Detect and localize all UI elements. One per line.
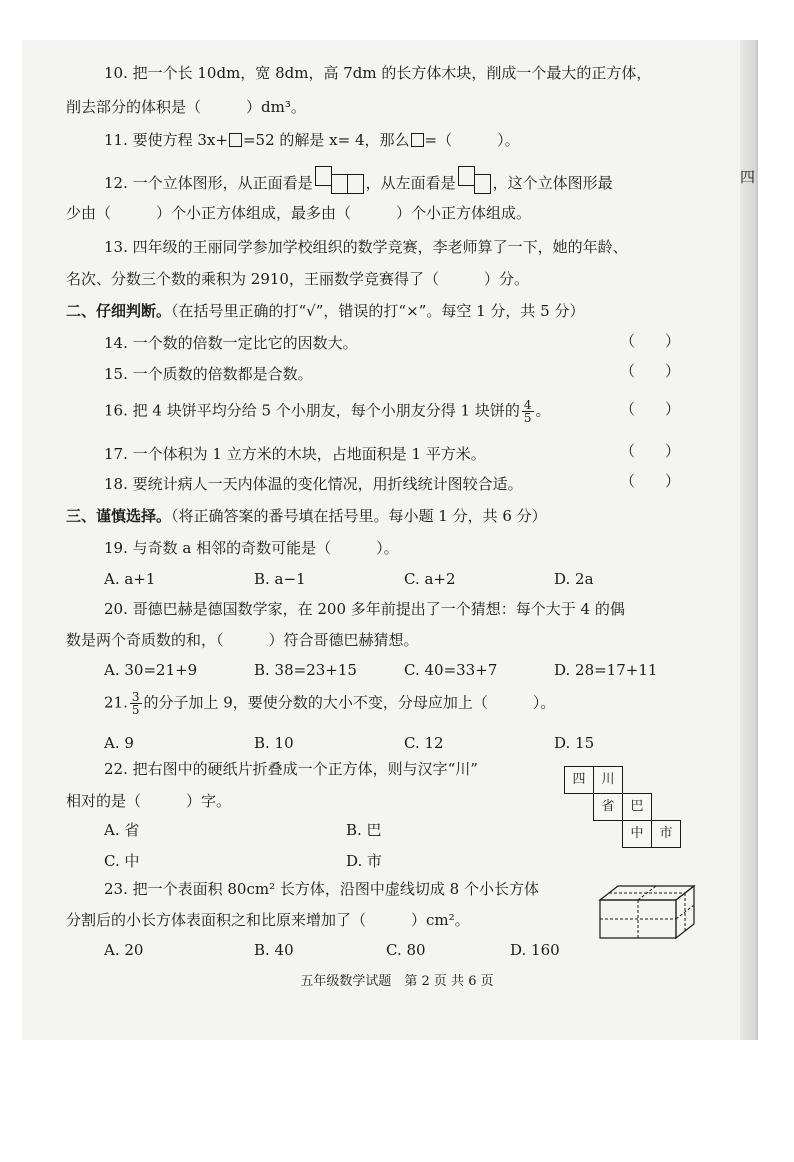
q20-option-d[interactable]: D. 28=17+11 [554, 661, 658, 679]
q15-text: 15. 一个质数的倍数都是合数。 [104, 365, 313, 383]
q21-option-c[interactable]: C. 12 [404, 734, 444, 752]
q14-text: 14. 一个数的倍数一定比它的因数大。 [104, 334, 358, 352]
page-fold-shadow [740, 40, 756, 1040]
q23-option-b[interactable]: B. 40 [254, 941, 294, 959]
net-cell-4: 巴 [622, 793, 652, 821]
q16-pre: 16. 把 4 块饼平均分给 5 个小朋友，每个小朋友分得 1 块饼的 [104, 401, 520, 420]
section2-title: 二、仔细判断。 [66, 302, 172, 320]
q22-option-c[interactable]: C. 中 [104, 852, 140, 870]
q16-post: 。 [535, 401, 551, 420]
q15-answer-paren[interactable]: （ ） [620, 362, 681, 380]
left-view-icon [458, 166, 491, 200]
net-cell-2: 川 [593, 766, 623, 794]
q16-line [104, 399, 551, 424]
q23-line2: 分割后的小长方体表面积之和比原来增加了（ ）cm²。 [66, 911, 470, 929]
q20-option-c[interactable]: C. 40=33+7 [404, 661, 498, 679]
q23-option-d[interactable]: D. 160 [510, 941, 560, 959]
blank-square-icon [229, 133, 242, 147]
q22-line2: 相对的是（ ）字。 [66, 792, 232, 810]
q19-text: 19. 与奇数 a 相邻的奇数可能是（ ）。 [104, 539, 399, 557]
section3-heading [66, 505, 547, 527]
fraction-3-5: $\frac{3}{5}$ [131, 690, 140, 717]
q20-option-b[interactable]: B. 38=23+15 [254, 661, 357, 679]
q18-text: 18. 要统计病人一天内体温的变化情况，用折线统计图较合适。 [104, 475, 523, 493]
cuboid-diagram [598, 884, 698, 940]
section3-note: （将正确答案的番号填在括号里。每小题 1 分，共 6 分） [171, 507, 547, 525]
section3-title: 三、谨慎选择。 [66, 507, 172, 525]
cube-net-diagram [564, 766, 686, 850]
q17-text: 17. 一个体积为 1 立方米的木块，占地面积是 1 平方米。 [104, 445, 486, 463]
q12-part2: ，从左面看是 [365, 174, 456, 192]
net-cell-1: 四 [564, 766, 594, 794]
section2-heading [66, 300, 584, 322]
q23-option-c[interactable]: C. 80 [386, 941, 426, 959]
q11-post: =52 的解是 x= 4，那么 [242, 131, 410, 149]
q22-option-d[interactable]: D. 市 [346, 852, 383, 870]
blank-square-icon [411, 133, 424, 147]
net-cell-3: 省 [593, 793, 623, 821]
q19-option-c[interactable]: C. a+2 [404, 570, 456, 588]
section2-note: （在括号里正确的打“√”，错误的打“×”。每空 1 分，共 5 分） [171, 302, 585, 320]
q21-option-a[interactable]: A. 9 [104, 734, 134, 752]
q21-option-d[interactable]: D. 15 [554, 734, 595, 752]
q21-line [104, 691, 555, 716]
q20-line2: 数是两个奇质数的和，（ ）符合哥德巴赫猜想。 [66, 631, 419, 649]
q12-part3: ，这个立体图形最 [492, 174, 613, 192]
q16-answer-paren[interactable]: （ ） [620, 400, 681, 418]
q11-line [104, 129, 520, 151]
side-fragment-char: 四 [740, 168, 756, 186]
q11-pre: 11. 要使方程 3x+ [104, 131, 228, 149]
q13-line2: 名次、分数三个数的乘积为 2910，王丽数学竞赛得了（ ）分。 [66, 270, 529, 288]
front-view-icon [315, 166, 364, 200]
fraction-4-5: $\frac{4}{5}$ [523, 398, 532, 425]
page-footer: 五年级数学试题 第 2 页 共 6 页 [300, 974, 494, 989]
q13-line1: 13. 四年级的王丽同学参加学校组织的数学竞赛，李老师算了一下，她的年龄、 [104, 238, 628, 256]
net-cell-5: 中 [622, 820, 652, 848]
q22-line1: 22. 把右图中的硬纸片折叠成一个正方体，则与汉字“川” [104, 760, 478, 778]
q23-option-a[interactable]: A. 20 [104, 941, 144, 959]
q23-line1: 23. 把一个表面积 80cm² 长方体，沿图中虚线切成 8 个小长方体 [104, 880, 539, 898]
q11-end: =（ ）。 [424, 131, 520, 149]
q22-option-b[interactable]: B. 巴 [346, 821, 382, 839]
q20-option-a[interactable]: A. 30=21+9 [104, 661, 198, 679]
q12-line2: 少由（ ）个小正方体组成，最多由（ ）个小正方体组成。 [66, 204, 532, 222]
q10-line2: 削去部分的体积是（ ）dm³。 [66, 98, 306, 116]
q19-option-d[interactable]: D. 2a [554, 570, 594, 588]
q12-part1: 12. 一个立体图形，从正面看是 [104, 174, 313, 192]
net-cell-6: 市 [651, 820, 681, 848]
q14-answer-paren[interactable]: （ ） [620, 332, 681, 350]
q17-answer-paren[interactable]: （ ） [620, 442, 681, 460]
q22-option-a[interactable]: A. 省 [104, 821, 140, 839]
q21-option-b[interactable]: B. 10 [254, 734, 294, 752]
q10-line1: 10. 把一个长 10dm，宽 8dm，高 7dm 的长方体木块，削成一个最大的正方体， [104, 64, 652, 82]
q21-post: 的分子加上 9，要使分数的大小不变，分母应加上（ ）。 [143, 693, 556, 712]
q18-answer-paren[interactable]: （ ） [620, 472, 681, 490]
q19-option-b[interactable]: B. a−1 [254, 570, 306, 588]
q20-line1: 20. 哥德巴赫是德国数学家，在 200 多年前提出了一个猜想：每个大于 4 的偶 [104, 600, 625, 618]
q21-pre: 21. [104, 693, 128, 712]
q12-line1 [104, 166, 613, 200]
q19-option-a[interactable]: A. a+1 [104, 570, 156, 588]
